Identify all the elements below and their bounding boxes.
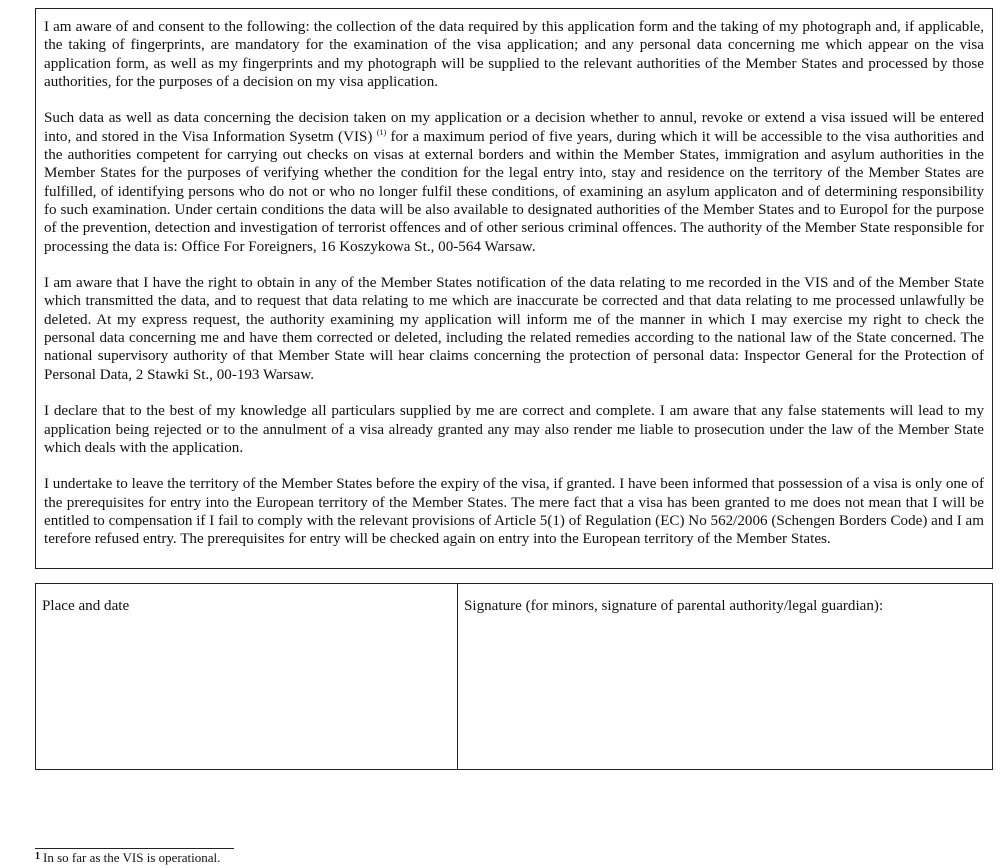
footnote-separator — [35, 848, 234, 849]
footnote — [35, 850, 220, 865]
signature-table — [35, 583, 993, 770]
consent-paragraph-undertaking: I undertake to leave the territory of the Member States before the expiry of the visa, if granted. I have been informed that possession of a visa is only one of the prerequisites for entry into the European territory of the Member States. The mere fact that a visa has been granted to me does not mean that I will be entitled to compensation if I fail to comply with the relevant provisions of Article 5(1) of Regulation (EC) No 562/2006 (Schengen Borders Code) and I am terefore refused entry. The prerequisites for entry will be checked again on entry into the European territory of the Member States. — [44, 476, 984, 548]
consent-declaration-box — [35, 8, 993, 569]
place-and-date-field[interactable] — [36, 584, 458, 769]
vis-storage-text-end: for a maximum period of five years, during which it will be accessible to the visa authorities and the authorities competent for carrying out checks on visas at external borders and within the Member States, immigration and asylum authorities in the Member States for the purposes of verifying whether the condition for the legal entry into, stay and residence on the territory of the Member States are fulfilled, of identifying persons who do not or who no longer fulfil these conditions, of examining an asylum applicaton and of determining responsibility fo such examination. Under certain conditions the data will be also available to designated authorities of the Member States and to Europol for the purpose of the prevention, detection and investigation of terrorist offences and of other serious criminal offences. The authority of the Member State responsible for processing the data is: Office For Foreigners, 16 Koszykowa St., 00-564 Warsaw. — [44, 128, 984, 255]
consent-paragraph-vis-storage — [44, 109, 984, 255]
footnote-mark: 1 — [35, 851, 40, 862]
footnote-text: In so far as the VIS is operational. — [43, 850, 221, 865]
place-and-date-label: Place and date — [42, 598, 130, 614]
consent-paragraph-data-rights: I am aware that I have the right to obtain in any of the Member States notification of the data relating to me recorded in the VIS and of the Member State which transmitted the data, and to request that data relating to me which are inaccurate be corrected and that data relating to me processed unlawfully be deleted. At my express request, the authority examining my application will inform me of the manner in which I may exercise my right to check the personal data concerning me and have them corrected or deleted, including the related remedies according to the national law of the State concerned. The national supervisory authority of that Member State will hear claims concerning the protection of personal data: Inspector General for the Protection of Personal Data, 2 Stawki St., 00-193 Warsaw. — [44, 275, 984, 383]
footnote-reference-mark: (1) — [376, 127, 387, 137]
consent-paragraph-declaration: I declare that to the best of my knowledge all particulars supplied by me are correct and complete. I am aware that any false statements will lead to my application being rejected or to the annulment of a visa already granted any may also render me liable to prosecution under the law of the Member State which deals with the application. — [44, 403, 984, 456]
consent-paragraph-data-collection: I am aware of and consent to the following: the collection of the data required by this application form and the taking of my photograph and, if applicable, the taking of fingerprints, are mandatory for the examination of the visa application; and any personal data concerning me which appear on the visa application form, as well as my fingerprints and my photograph will be supplied to the relevant authorities of the Member States and processed by those authorities, for the purposes of a decision on my visa application. — [44, 19, 984, 90]
signature-field[interactable] — [458, 584, 992, 769]
signature-label: Signature (for minors, signature of parental authority/legal guardian): — [464, 598, 884, 614]
vis-storage-text-start: Such data as well as data concerning the decision taken on my application or a decision whether to annul, revoke or extend a visa issued will be entered into, and stored in the Visa Information Sysetm (VIS) — [44, 110, 984, 145]
